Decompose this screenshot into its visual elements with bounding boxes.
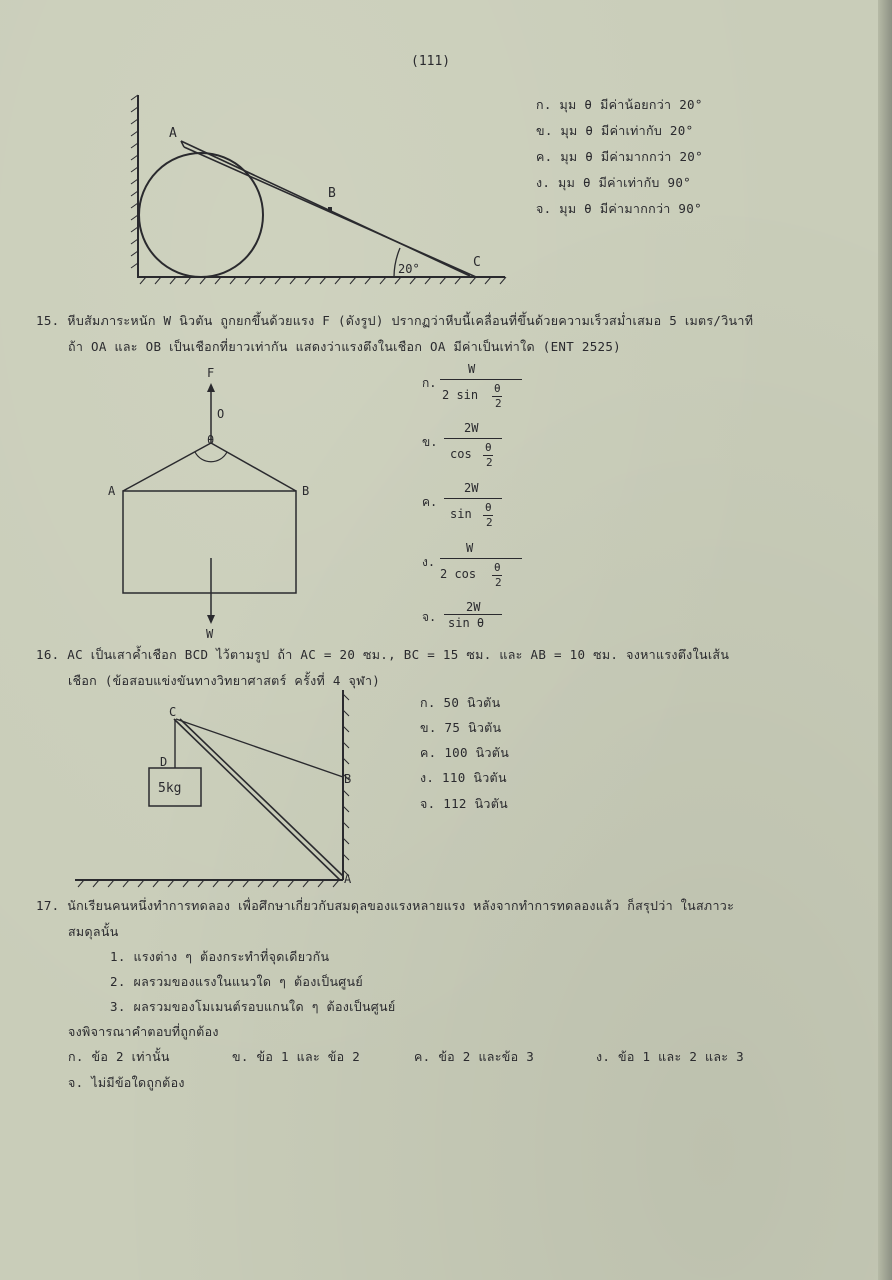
q15-text-line2: ถ้า OA และ OB เป็นเชือกที่ยาวเท่ากัน แสดงว่าแรงตึงในเชือก OA มีค่าเป็นเท่าใด (ENT 2525) bbox=[68, 339, 622, 354]
q16-option-2[interactable]: ข. 75 นิวตัน bbox=[420, 720, 502, 735]
label-o: O bbox=[217, 407, 225, 421]
q15-text-line1: 15. หีบสัมภาระหนัก W นิวตัน ถูกยกขึ้นด้วยแรง F (ดังรูป) ปรากฏว่าหีบนี้เคลื่อนที่ขึ้นด้วยความเร็วสม่ำเสมอ 5 เมตร/วินาที bbox=[36, 313, 754, 328]
label-f: F bbox=[207, 366, 215, 380]
q14-option-5[interactable]: จ. มุม θ มีค่ามากกว่า 90° bbox=[536, 201, 702, 216]
q16-option-5[interactable]: จ. 112 นิวตัน bbox=[420, 796, 509, 811]
q17-choice-2[interactable]: ข. ข้อ 1 และ ข้อ 2 bbox=[232, 1049, 361, 1064]
q15-option-5[interactable]: จ. 2W sin θ bbox=[422, 600, 512, 634]
q15-option-1[interactable]: ก. W 2 sin θ 2 bbox=[422, 362, 512, 412]
q16-option-4[interactable]: ง. 110 นิวตัน bbox=[420, 770, 507, 785]
page-number: (111) bbox=[411, 54, 451, 69]
q17-statement-3: 3. ผลรวมของโมเมนต์รอบแกนใด ๆ ต้องเป็นศูนย์ bbox=[110, 999, 396, 1014]
q15-option-3[interactable]: ค. 2W sin θ 2 bbox=[422, 481, 512, 531]
q17-statement-2: 2. ผลรวมของแรงในแนวใด ๆ ต้องเป็นศูนย์ bbox=[110, 974, 364, 989]
q14-option-1[interactable]: ก. มุม θ มีค่าน้อยกว่า 20° bbox=[536, 97, 703, 112]
q14-option-4[interactable]: ง. มุม θ มีค่าเท่ากับ 90° bbox=[536, 175, 691, 190]
label-c: C bbox=[473, 255, 481, 270]
mass-label: 5kg bbox=[158, 781, 182, 796]
q17-text-line2: สมดุลนั้น bbox=[68, 924, 119, 939]
label-b: B bbox=[328, 186, 336, 201]
q17-statement-1: 1. แรงต่าง ๆ ต้องกระทำที่จุดเดียวกัน bbox=[110, 949, 330, 964]
label-w: W bbox=[206, 627, 214, 641]
label-d: D bbox=[160, 755, 168, 769]
q16-option-3[interactable]: ค. 100 นิวตัน bbox=[420, 745, 510, 760]
q14-option-2[interactable]: ข. มุม θ มีค่าเท่ากับ 20° bbox=[536, 123, 694, 138]
q17-choice-3[interactable]: ค. ข้อ 2 และข้อ 3 bbox=[414, 1049, 535, 1064]
q15-option-2[interactable]: ข. 2W cos θ 2 bbox=[422, 421, 512, 471]
q17-prompt: จงพิจารณาคำตอบที่ถูกต้อง bbox=[68, 1024, 219, 1039]
label-a: A bbox=[169, 126, 177, 141]
q15-option-4[interactable]: ง. W 2 cos θ 2 bbox=[422, 541, 512, 591]
q17-choice-4[interactable]: ง. ข้อ 1 และ 2 และ 3 bbox=[596, 1049, 744, 1064]
q16-text-line2: เชือก (ข้อสอบแข่งขันทางวิทยาศาสตร์ ครั้งที่ 4 จุฬา) bbox=[68, 673, 381, 688]
q16-text-line1: 16. AC เป็นเสาค้ำเชือก BCD ไว้ตามรูป ถ้า AC = 20 ซม., BC = 15 ซม. และ AB = 10 ซม. จงหาแรงตึงในเส้น bbox=[36, 647, 730, 662]
angle-label: 20° bbox=[398, 262, 420, 276]
label-b: B bbox=[302, 484, 310, 498]
label-a: A bbox=[108, 484, 116, 498]
label-b: B bbox=[344, 772, 352, 786]
q17-choice-5[interactable]: จ. ไม่มีข้อใดถูกต้อง bbox=[68, 1075, 185, 1090]
q17-choice-1[interactable]: ก. ข้อ 2 เท่านั้น bbox=[68, 1049, 170, 1064]
q14-option-3[interactable]: ค. มุม θ มีค่ามากกว่า 20° bbox=[536, 149, 703, 164]
label-a: A bbox=[344, 872, 352, 886]
strut-ac bbox=[174, 719, 340, 880]
label-theta: θ bbox=[207, 433, 215, 447]
q16-option-1[interactable]: ก. 50 นิวตัน bbox=[420, 695, 501, 710]
label-c: C bbox=[169, 705, 177, 719]
q17-text-line1: 17. นักเรียนคนหนึ่งทำการทดลอง เพื่อศึกษาเกี่ยวกับสมดุลของแรงหลายแรง หลังจากทำการทดลองแล้ว ก็สรุปว่า ในสภาวะ bbox=[36, 898, 735, 913]
